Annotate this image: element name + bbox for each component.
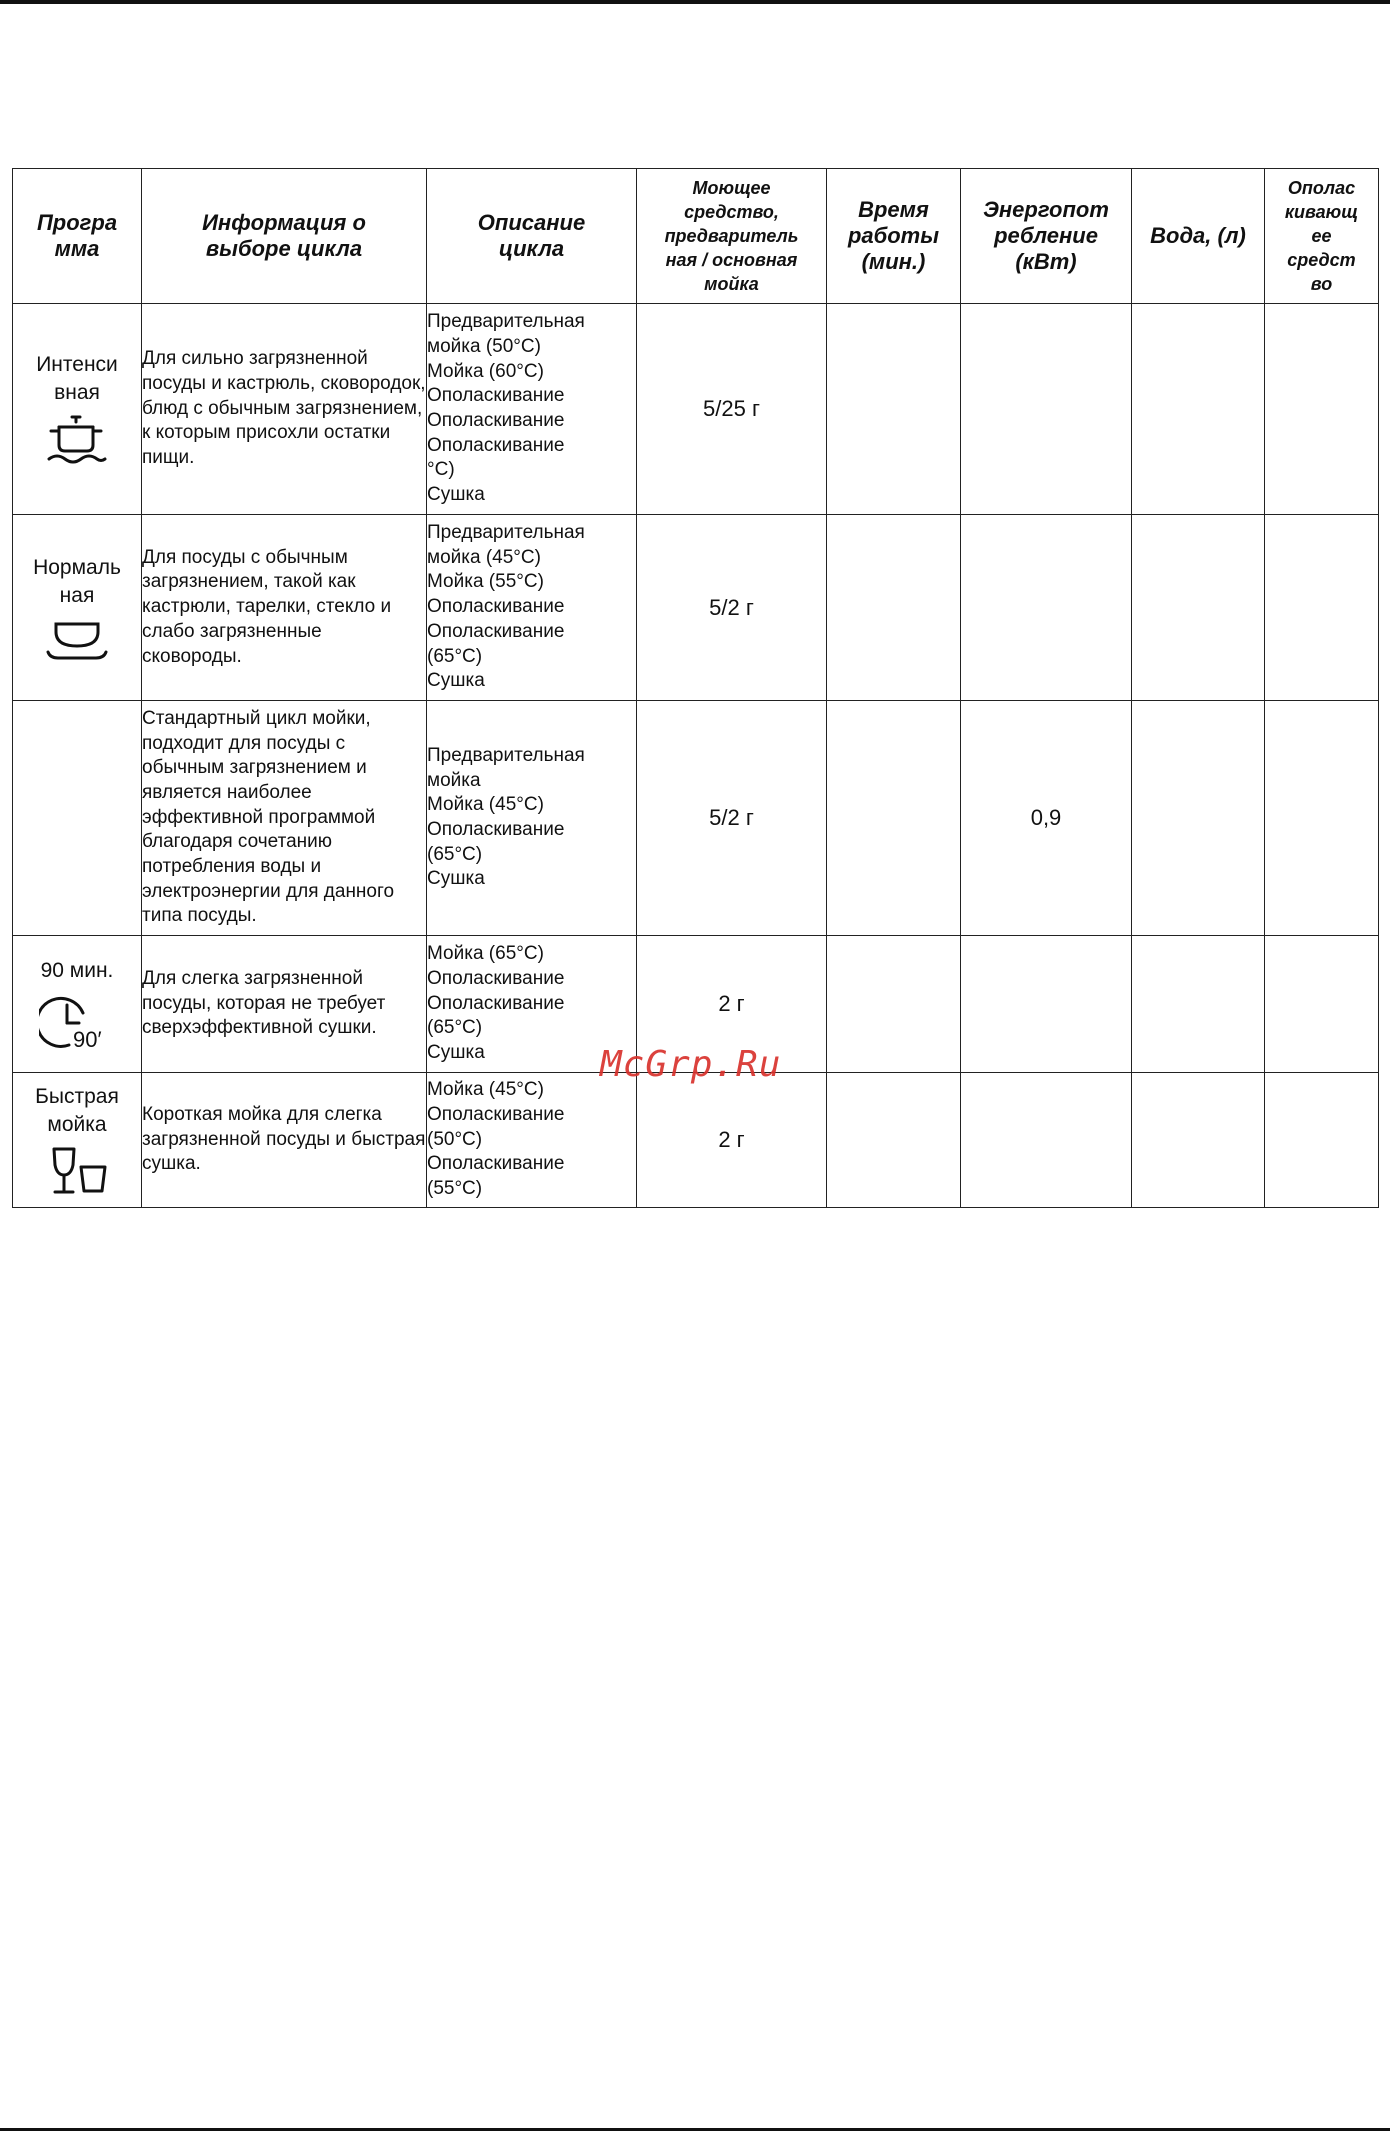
- water-cell: [1132, 701, 1265, 936]
- water-cell: [1132, 304, 1265, 515]
- bowl-icon: [42, 616, 112, 662]
- table-row: [13, 515, 1379, 701]
- energy-cell: [961, 515, 1132, 701]
- energy-cell: [961, 936, 1132, 1073]
- table-row: [13, 701, 1379, 936]
- water-cell: [1132, 1073, 1265, 1208]
- info-cell: Для слегка загрязненной посуды, которая не требует сверхэффективной сушки.: [142, 936, 427, 1073]
- header-time: Время работы (мин.): [827, 169, 961, 304]
- description-cell: Предварительная мойка Мойка (45°C) Ополаскивание (65°C) Сушка: [427, 701, 637, 936]
- time-cell: [827, 936, 961, 1073]
- info-cell: Для посуды с обычным загрязнением, такой как кастрюли, тарелки, стекло и слабо загрязненные сковороды.: [142, 515, 427, 701]
- description-cell: Предварительная мойка (45°C) Мойка (55°C) Ополаскивание Ополаскивание (65°C) Сушка: [427, 515, 637, 701]
- description-cell: Предварительная мойка (50°C) Мойка (60°C) Ополаскивание Ополаскивание Ополаскивание °C) Сушка: [427, 304, 637, 515]
- rinse-cell: [1265, 1073, 1379, 1208]
- table-row: [13, 1073, 1379, 1208]
- time-cell: [827, 701, 961, 936]
- detergent-cell: 5/25 г: [637, 304, 827, 515]
- rinse-cell: [1265, 304, 1379, 515]
- water-cell: [1132, 936, 1265, 1073]
- glass-cup-icon: [44, 1145, 110, 1197]
- header-rinse: Ополас кивающ ее средст во: [1265, 169, 1379, 304]
- program-cell: [13, 936, 142, 1073]
- header-energy: Энергопот ребление (кВт): [961, 169, 1132, 304]
- rinse-cell: [1265, 515, 1379, 701]
- time-cell: [827, 515, 961, 701]
- info-cell: Для сильно загрязненной посуды и кастрюль, сковородок, блюд с обычным загрязнением, к которым присохли остатки пищи.: [142, 304, 427, 515]
- bottom-rule: [0, 2128, 1390, 2131]
- info-cell: Стандартный цикл мойки, подходит для посуды с обычным загрязнением и является наиболее эффективной программой благодаря сочетанию потребления воды и электроэнергии для данного типа посуды.: [142, 701, 427, 936]
- time-cell: [827, 304, 961, 515]
- water-cell: [1132, 515, 1265, 701]
- program-cell: [13, 515, 142, 701]
- header-water: Вода, (л): [1132, 169, 1265, 304]
- rinse-cell: [1265, 936, 1379, 1073]
- header-program: Програ мма: [13, 169, 142, 304]
- header-info: Информация о выборе цикла: [142, 169, 427, 304]
- time-cell: [827, 1073, 961, 1208]
- program-name: Интенси вная: [36, 353, 118, 404]
- program-name: 90 мин.: [40, 959, 114, 982]
- program-cell: [13, 304, 142, 515]
- description-cell: Мойка (45°C) Ополаскивание (50°C) Ополаскивание (55°C): [427, 1073, 637, 1208]
- energy-cell: [961, 1073, 1132, 1208]
- program-name: Нормаль ная: [33, 555, 121, 607]
- detergent-cell: 2 г: [637, 936, 827, 1073]
- header-row: [13, 169, 1379, 304]
- detergent-cell: 5/2 г: [637, 515, 827, 701]
- info-cell: Короткая мойка для слегка загрязненной посуды и быстрая сушка.: [142, 1073, 427, 1208]
- table-row: [13, 304, 1379, 515]
- header-description: Описание цикла: [427, 169, 637, 304]
- detergent-cell: 2 г: [637, 1073, 827, 1208]
- pot-icon: [41, 413, 113, 467]
- description-cell: Мойка (65°C) Ополаскивание Ополаскивание (65°C) Сушка: [427, 936, 637, 1073]
- top-rule: [0, 0, 1390, 4]
- program-cell: [13, 701, 142, 936]
- clock-90-label: 90′: [73, 1027, 102, 1051]
- energy-cell: 0,9: [961, 701, 1132, 936]
- clock-90-icon: [39, 991, 115, 1051]
- watermark: McGrp.Ru: [600, 1044, 782, 1085]
- energy-cell: [961, 304, 1132, 515]
- program-cell: [13, 1073, 142, 1208]
- rinse-cell: [1265, 701, 1379, 936]
- header-detergent: Моющее средство, предваритель ная / основная мойка: [637, 169, 827, 304]
- detergent-cell: 5/2 г: [637, 701, 827, 936]
- program-name: Быстрая мойка: [35, 1085, 119, 1136]
